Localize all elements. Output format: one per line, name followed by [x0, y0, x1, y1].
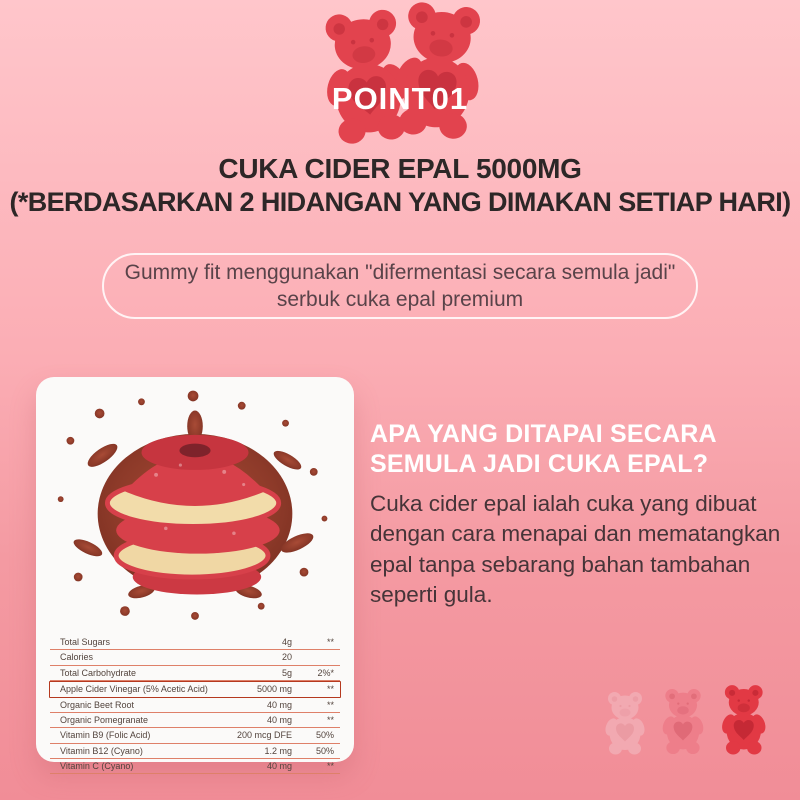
row-amount: 40 mg — [266, 761, 292, 772]
row-amount: 1.2 mg — [264, 745, 292, 756]
top-gummy-bears-image — [312, 2, 488, 152]
section-body: Cuka cider epal ialah cuka yang dibuat dengan cara menapai dan mematangkan epal tanpa sebarang bahan tambahan seperti gula. — [370, 491, 781, 608]
row-amount: 4g — [281, 637, 292, 648]
row-amount: 200 mcg DFE — [236, 730, 292, 741]
row-label: Vitamin B12 (Cyano) — [60, 745, 143, 756]
section-heading-line-1: APA YANG DITAPAI SECARA — [370, 420, 717, 448]
table-row — [50, 744, 340, 759]
row-label: Organic Beet Root — [60, 699, 135, 710]
table-row-highlighted — [49, 681, 341, 698]
row-daily-value: ** — [326, 684, 334, 695]
nutrition-card — [36, 377, 354, 772]
gummy-bear-icon — [312, 2, 488, 152]
row-amount: 40 mg — [266, 699, 292, 710]
row-label: Vitamin C (Cyano) — [60, 761, 134, 772]
row-amount: 40 mg — [266, 715, 292, 726]
table-row — [50, 759, 340, 774]
table-row — [50, 698, 340, 713]
gummy-color-scale — [600, 684, 792, 766]
row-label: Organic Pomegranate — [60, 715, 149, 726]
row-daily-value: ** — [326, 699, 334, 710]
claim-pill-line-2: serbuk cuka epal premium — [276, 288, 524, 311]
nutrition-table — [50, 635, 340, 774]
row-label: Total Sugars — [60, 637, 111, 648]
row-label: Total Carbohydrate — [60, 667, 137, 678]
point-badge: POINT01 — [331, 81, 469, 116]
row-amount: 5000 mg — [256, 684, 292, 695]
row-label: Calories — [60, 652, 94, 663]
section-heading-line-2: SEMULA JADI CUKA EPAL? — [370, 449, 709, 478]
section-heading — [370, 420, 770, 479]
title-line-2: (*BERDASARKAN 2 HIDANGAN YANG DIMAKAN SETIAP HARI) — [9, 187, 791, 217]
table-row — [50, 728, 340, 743]
apple-splash-image — [49, 381, 341, 627]
table-row — [50, 713, 340, 728]
row-daily-value: ** — [326, 761, 334, 772]
row-label: Vitamin B9 (Folic Acid) — [60, 730, 151, 741]
title-line-1: CUKA CIDER EPAL 5000MG — [218, 153, 582, 184]
gummy-bear-icon — [600, 684, 792, 766]
table-row — [50, 650, 340, 665]
row-daily-value: ** — [326, 715, 334, 726]
table-row — [50, 666, 340, 681]
row-label: Apple Cider Vinegar (5% Acetic Acid) — [60, 684, 208, 695]
row-daily-value: 2%* — [317, 667, 334, 678]
claim-pill — [102, 253, 698, 319]
row-daily-value: 50% — [315, 745, 334, 756]
row-amount: 5g — [281, 667, 292, 678]
product-title — [0, 151, 800, 220]
row-daily-value: ** — [326, 637, 334, 648]
table-row — [50, 635, 340, 650]
claim-pill-line-1: Gummy fit menggunakan "difermentasi secara semula jadi" — [124, 260, 676, 284]
row-daily-value: 50% — [315, 730, 334, 741]
row-amount: 20 — [281, 652, 292, 663]
